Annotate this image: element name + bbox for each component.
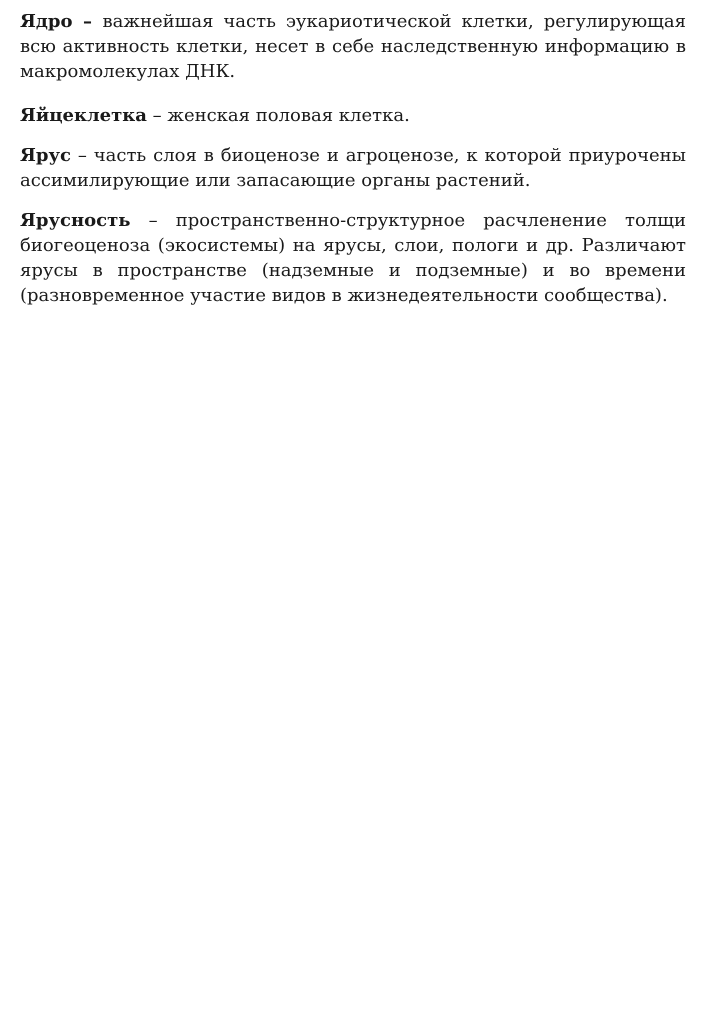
entry-definition: важнейшая часть эукариотической клетки, регулирующая всю активность клетки, несет в себе наследственную информацию в макромолекулах ДНК. <box>20 11 686 82</box>
entry-term: Ярусность <box>20 210 131 231</box>
dictionary-entry-yaytsekletka <box>20 103 686 128</box>
entry-dash: – <box>130 210 176 231</box>
dictionary-entry-yarus <box>20 143 686 193</box>
dictionary-entry-yadro <box>20 9 686 84</box>
entry-dash: – <box>72 11 103 32</box>
entry-dash: – <box>146 105 168 126</box>
dictionary-entry-yarusnost <box>20 208 686 308</box>
entry-definition: часть слоя в биоценозе и агроценозе, к которой приурочены ассимилирующие или запасающие органы растений. <box>20 145 687 191</box>
entry-definition: женская половая клетка. <box>167 105 410 126</box>
entry-definition: пространственно-структурное расчленение толщи биогеоценоза (экосистемы) на ярусы, слои, пологи и др. Различают ярусы в пространстве (надземные и подземные) и во времени (разновременное участие видов в жизнедеятельности сообщества). <box>20 210 686 306</box>
entry-term: Ярус <box>20 145 71 166</box>
entry-dash: – <box>70 145 94 166</box>
entry-term: Яйцеклетка <box>20 105 147 126</box>
entry-term: Ядро <box>20 11 73 32</box>
